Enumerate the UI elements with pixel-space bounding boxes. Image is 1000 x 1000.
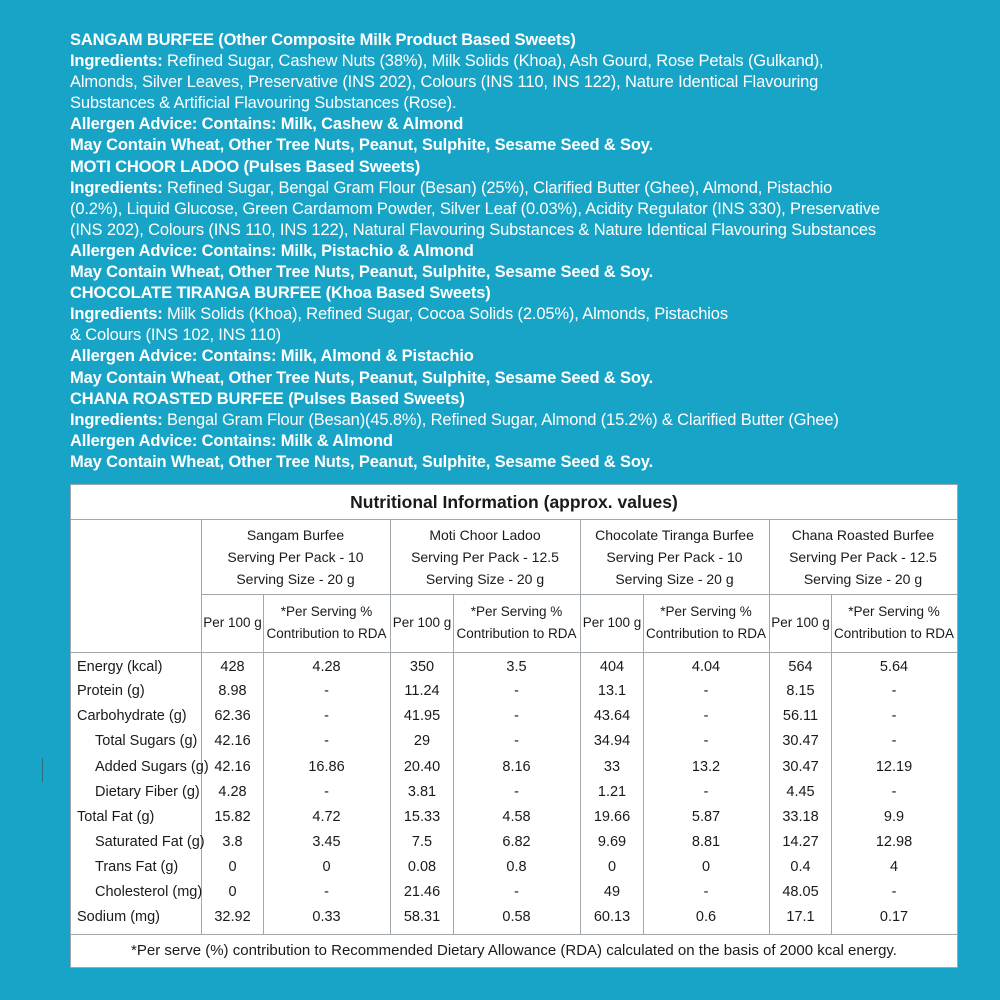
value-rda: -	[514, 784, 519, 800]
value-per-100g: 32.92	[214, 909, 251, 925]
nutrient-row	[71, 855, 957, 879]
nutrition-table-title: Nutritional Information (approx. values)	[71, 485, 957, 520]
ingredients-text: Milk Solids (Khoa), Refined Sugar, Cocoa Solids (2.05%), Almonds, Pistachios	[162, 305, 728, 324]
ingredients-line	[70, 410, 970, 431]
value-rda: -	[891, 884, 897, 900]
rda-header	[263, 595, 390, 651]
value-rda: 4	[889, 859, 899, 875]
value-rda: -	[514, 733, 519, 749]
per-100g-label: Per 100 g	[771, 615, 830, 630]
value-per-100g: 564	[788, 659, 813, 675]
value-per-100g: 0.4	[790, 859, 811, 875]
ingredients-text: Bengal Gram Flour (Besan)(45.8%), Refined Sugar, Almond (15.2%) & Clarified Butter (Ghee)	[162, 410, 839, 429]
nutrient-label: Energy (kcal)	[77, 659, 163, 675]
per-100g-label: Per 100 g	[392, 615, 452, 630]
allergen-advice	[70, 241, 970, 262]
nutrient-label: Total Fat (g)	[77, 809, 155, 825]
may-contain	[70, 262, 970, 283]
nutrient-label: Total Sugars (g)	[95, 733, 198, 749]
value-rda: -	[324, 708, 329, 724]
may-contain-text: May Contain Wheat, Other Tree Nuts, Peanut, Sulphite, Sesame Seed & Soy.	[70, 368, 654, 387]
ingredients-text: Almonds, Silver Leaves, Preservative (INS 202), Colours (INS 110, INS 122), Nature Identical Flavouring	[70, 73, 819, 92]
value-rda: -	[703, 733, 709, 749]
product-header-cell	[580, 521, 769, 593]
value-per-100g: 34.94	[593, 733, 631, 749]
product-header-serving-size: Serving Size - 20 g	[803, 571, 923, 587]
value-per-100g: 9.69	[597, 834, 627, 850]
value-rda: 4.72	[312, 809, 341, 825]
product-header-name: Sangam Burfee	[246, 527, 345, 543]
product-header-cell	[201, 521, 390, 593]
value-per-100g: 0	[228, 859, 237, 875]
value-per-100g: 60.13	[593, 909, 631, 925]
nutrient-label: Sodium (mg)	[77, 909, 160, 925]
value-rda: -	[891, 784, 897, 800]
value-per-100g: 1.21	[597, 784, 627, 800]
ingredients-text: Substances & Artificial Flavouring Substances (Rose).	[70, 94, 457, 113]
value-per-100g: 19.66	[593, 809, 631, 825]
value-rda: 9.9	[883, 809, 905, 825]
allergen-advice	[70, 346, 970, 367]
value-rda: 4.58	[502, 809, 531, 825]
value-per-100g: 56.11	[782, 708, 819, 724]
value-rda: -	[514, 708, 519, 724]
per-100g-header	[202, 595, 263, 651]
product-header-serving-per-pack: Serving Per Pack - 10	[606, 549, 743, 565]
value-rda: 12.19	[875, 759, 913, 775]
ingredients-text-block	[70, 30, 970, 473]
ingredients-line	[70, 304, 970, 325]
value-per-100g: 13.1	[597, 683, 627, 699]
product-name: SANGAM BURFEE (Other Composite Milk Product Based Sweets)	[70, 31, 576, 49]
ingredients-line	[70, 51, 970, 72]
product-header-serving-per-pack: Serving Per Pack - 12.5	[789, 549, 937, 565]
ingredients-label: Ingredients:	[70, 178, 163, 197]
nutrient-row	[71, 805, 957, 829]
nutrient-label: Cholesterol (mg)	[95, 884, 203, 900]
value-rda: -	[703, 784, 709, 800]
value-per-100g: 3.81	[407, 784, 437, 800]
value-rda: -	[514, 884, 519, 900]
product-heading	[70, 283, 970, 304]
value-per-100g: 0.08	[407, 859, 437, 875]
value-per-100g: 43.64	[593, 708, 631, 724]
value-per-100g: 33.18	[782, 809, 819, 825]
value-rda: -	[703, 683, 709, 699]
product-heading	[70, 30, 970, 51]
value-rda: -	[324, 884, 329, 900]
value-per-100g: 8.98	[218, 683, 247, 699]
stray-mark	[42, 758, 43, 782]
product-header-serving-size: Serving Size - 20 g	[615, 571, 734, 587]
allergen-advice	[70, 431, 970, 452]
value-per-100g: 7.5	[411, 834, 433, 850]
value-per-100g: 42.16	[214, 759, 251, 775]
value-per-100g: 29	[413, 733, 431, 749]
nutrient-row	[71, 755, 957, 779]
rda-label-line-2: Contribution to RDA	[645, 626, 767, 641]
allergen-text: Allergen Advice: Contains: Milk & Almond	[70, 431, 393, 450]
value-per-100g: 15.33	[403, 809, 441, 825]
per-100g-header	[770, 595, 831, 651]
value-per-100g: 8.15	[786, 683, 815, 699]
rda-header	[831, 595, 957, 651]
value-per-100g: 49	[603, 884, 621, 900]
value-per-100g: 14.27	[782, 834, 819, 850]
value-rda: -	[703, 884, 709, 900]
may-contain	[70, 452, 970, 473]
ingredients-label: Ingredients:	[70, 410, 163, 429]
nutrient-label: Protein (g)	[77, 683, 145, 699]
product-header-serving-per-pack: Serving Per Pack - 12.5	[411, 549, 559, 565]
product-header-cell	[390, 521, 580, 593]
value-rda: -	[324, 733, 329, 749]
product-heading	[70, 389, 970, 410]
product-header-cell	[769, 521, 957, 593]
value-rda: 4.04	[691, 659, 721, 675]
rda-label-line-2: Contribution to RDA	[456, 626, 577, 641]
ingredients-line	[70, 220, 970, 241]
ingredients-label: Ingredients:	[70, 305, 163, 324]
ingredients-text: & Colours (INS 102, INS 110)	[70, 326, 282, 345]
value-rda: 5.64	[879, 659, 909, 675]
value-per-100g: 58.31	[403, 909, 441, 925]
value-per-100g: 17.1	[786, 909, 815, 925]
ingredients-line	[70, 199, 970, 220]
nutrient-label: Trans Fat (g)	[95, 859, 179, 875]
nutrient-label: Added Sugars (g)	[95, 759, 209, 775]
value-rda: 16.86	[308, 759, 345, 775]
product-header-serving-size: Serving Size - 20 g	[236, 571, 355, 587]
value-rda: 0.8	[506, 859, 527, 875]
allergen-advice	[70, 114, 970, 135]
value-per-100g: 0	[607, 859, 617, 875]
product-heading	[70, 157, 970, 178]
value-rda: 8.16	[502, 759, 531, 775]
value-rda: 13.2	[691, 759, 721, 775]
product-name: MOTI CHOOR LADOO (Pulses Based Sweets)	[70, 157, 421, 176]
value-rda: 3.5	[506, 659, 527, 675]
value-per-100g: 428	[220, 659, 245, 675]
value-rda: 0.58	[502, 909, 531, 925]
rda-label-line-1: *Per Serving %	[660, 604, 752, 619]
ingredients-text: Refined Sugar, Cashew Nuts (38%), Milk Solids (Khoa), Ash Gourd, Rose Petals (Gulkand),	[162, 52, 824, 71]
nutrient-row	[71, 704, 957, 728]
value-per-100g: 30.47	[782, 733, 819, 749]
product-name: CHANA ROASTED BURFEE (Pulses Based Sweets)	[70, 389, 465, 408]
nutrient-row	[71, 905, 957, 929]
ingredients-line	[70, 178, 970, 199]
value-rda: 0.33	[312, 909, 341, 925]
product-header-name: Chana Roasted Burfee	[791, 527, 935, 543]
value-per-100g: 21.46	[403, 884, 441, 900]
product-header-serving-size: Serving Size - 20 g	[425, 571, 545, 587]
value-per-100g: 404	[599, 659, 625, 675]
value-per-100g: 3.8	[222, 834, 243, 850]
ingredients-label: Ingredients:	[70, 52, 163, 71]
rda-header	[643, 595, 769, 651]
value-rda: -	[891, 683, 897, 699]
value-rda: 12.98	[875, 834, 913, 850]
per-100g-header	[581, 595, 643, 651]
value-per-100g: 62.36	[214, 708, 251, 724]
nutrient-row	[71, 780, 957, 804]
allergen-text: Allergen Advice: Contains: Milk, Cashew & Almond	[70, 115, 464, 134]
value-per-100g: 350	[409, 659, 435, 675]
product-header-name: Moti Choor Ladoo	[429, 527, 541, 543]
value-rda: 5.87	[691, 809, 721, 825]
value-rda: -	[324, 784, 329, 800]
ingredients-line	[70, 325, 970, 346]
rda-footnote: *Per serve (%) contribution to Recommended Dietary Allowance (RDA) calculated on the basis of 2000 kcal energy.	[131, 942, 897, 959]
nutrient-row	[71, 880, 957, 904]
may-contain-text: May Contain Wheat, Other Tree Nuts, Peanut, Sulphite, Sesame Seed & Soy.	[70, 263, 654, 282]
nutrient-label: Dietary Fiber (g)	[95, 784, 200, 800]
allergen-text: Allergen Advice: Contains: Milk, Almond & Pistachio	[70, 347, 474, 366]
value-rda: 0	[322, 859, 331, 875]
value-per-100g: 42.16	[214, 733, 251, 749]
nutrient-row	[71, 729, 957, 753]
value-per-100g: 4.28	[218, 784, 247, 800]
ingredients-text: (0.2%), Liquid Glucose, Green Cardamom Powder, Silver Leaf (0.03%), Acidity Regulator (INS 330), Preservative	[70, 199, 880, 218]
grid-line-horizontal	[71, 652, 957, 653]
rda-header	[453, 595, 580, 651]
nutrient-row	[71, 679, 957, 703]
ingredients-line	[70, 93, 970, 114]
nutrient-row	[71, 830, 957, 854]
rda-label-line-1: *Per Serving %	[848, 604, 940, 619]
nutrient-label: Saturated Fat (g)	[95, 834, 205, 850]
ingredients-line	[70, 72, 970, 93]
nutrition-table	[70, 484, 958, 968]
rda-label-line-1: *Per Serving %	[470, 604, 563, 619]
value-per-100g: 0	[228, 884, 237, 900]
value-rda: 8.81	[691, 834, 721, 850]
may-contain	[70, 135, 970, 156]
value-per-100g: 48.05	[782, 884, 819, 900]
per-100g-label: Per 100 g	[582, 615, 642, 630]
allergen-text: Allergen Advice: Contains: Milk, Pistachio & Almond	[70, 241, 474, 260]
ingredients-text: (INS 202), Colours (INS 110, INS 122), Natural Flavouring Substances & Nature Identical Flavouring Substances	[70, 220, 876, 239]
value-rda: 6.82	[502, 834, 531, 850]
value-rda: 0	[701, 859, 711, 875]
rda-label-line-1: *Per Serving %	[280, 604, 373, 619]
value-rda: -	[324, 683, 329, 699]
value-per-100g: 4.45	[786, 784, 815, 800]
value-per-100g: 30.47	[782, 759, 819, 775]
may-contain	[70, 368, 970, 389]
value-rda: -	[514, 683, 519, 699]
nutrient-row	[71, 655, 957, 679]
rda-label-line-2: Contribution to RDA	[833, 626, 955, 641]
product-name: CHOCOLATE TIRANGA BURFEE (Khoa Based Sweets)	[70, 284, 491, 303]
may-contain-text: May Contain Wheat, Other Tree Nuts, Peanut, Sulphite, Sesame Seed & Soy.	[70, 136, 654, 155]
value-per-100g: 33	[603, 759, 621, 775]
product-header-serving-per-pack: Serving Per Pack - 10	[227, 549, 364, 565]
value-per-100g: 41.95	[403, 708, 441, 724]
product-header-name: Chocolate Tiranga Burfee	[595, 527, 754, 543]
value-per-100g: 20.40	[403, 759, 441, 775]
value-per-100g: 15.82	[214, 809, 251, 825]
nutrient-label: Carbohydrate (g)	[77, 708, 187, 724]
value-rda: 0.17	[879, 909, 909, 925]
value-rda: 3.45	[312, 834, 341, 850]
value-per-100g: 11.24	[404, 683, 440, 699]
rda-label-line-2: Contribution to RDA	[266, 626, 387, 641]
value-rda: -	[891, 708, 897, 724]
per-100g-header	[391, 595, 453, 651]
value-rda: -	[703, 708, 709, 724]
value-rda: 0.6	[695, 909, 717, 925]
per-100g-label: Per 100 g	[203, 615, 262, 630]
value-rda: -	[891, 733, 897, 749]
ingredients-text: Refined Sugar, Bengal Gram Flour (Besan) (25%), Clarified Butter (Ghee), Almond, Pistachio	[162, 178, 833, 197]
value-rda: 4.28	[312, 659, 341, 675]
may-contain-text: May Contain Wheat, Other Tree Nuts, Peanut, Sulphite, Sesame Seed & Soy.	[70, 452, 654, 471]
